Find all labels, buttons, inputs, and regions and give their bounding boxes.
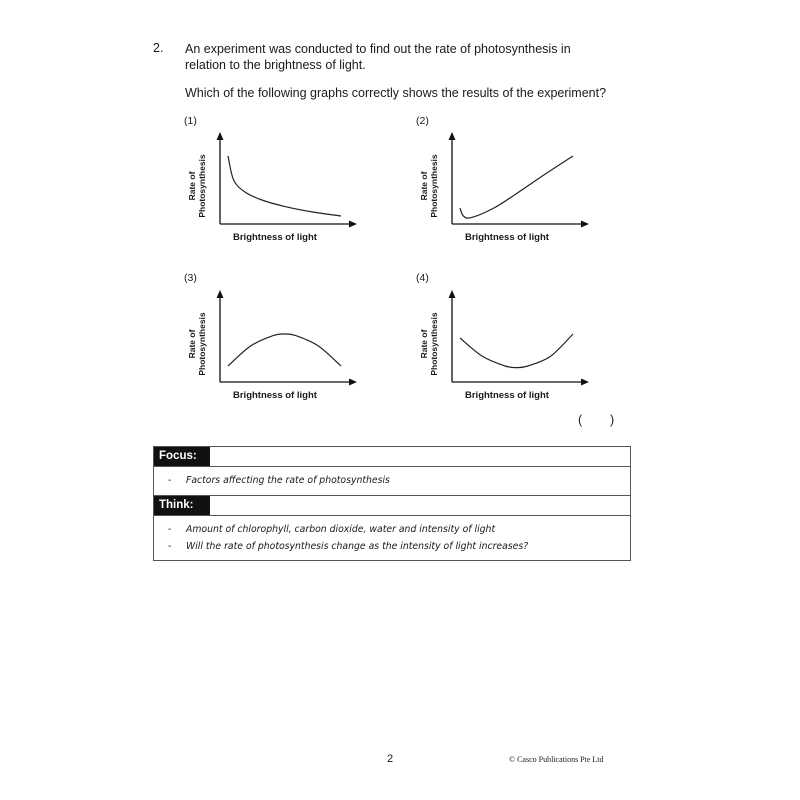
graph-1-label: (1) <box>184 115 197 127</box>
graph-2-ylabel-line-1: Rate of <box>419 171 429 201</box>
copyright-notice: © Casco Publications Pte Ltd <box>509 755 604 764</box>
graph-1-svg <box>180 130 380 270</box>
graph-2-svg <box>412 130 612 270</box>
graph-3-svg <box>180 288 380 428</box>
data-curve <box>460 334 573 368</box>
y-axis-arrow <box>217 290 224 298</box>
graph-3-xlabel: Brightness of light <box>233 390 317 401</box>
x-axis-arrow <box>581 221 589 228</box>
y-axis-arrow <box>217 132 224 140</box>
x-axis-arrow <box>349 221 357 228</box>
graph-4-label: (4) <box>416 272 429 284</box>
data-curve <box>228 156 341 216</box>
answer-bracket[interactable]: ( ) <box>578 413 615 427</box>
graph-3 <box>180 288 380 428</box>
graph-4-ylabel <box>419 294 439 394</box>
y-axis-arrow <box>449 132 456 140</box>
graph-3-ylabel-line-1: Rate of <box>187 329 197 359</box>
y-axis-arrow <box>449 290 456 298</box>
question-prompt: Which of the following graphs correctly shows the results of the experiment? <box>185 86 607 100</box>
focus-header <box>154 447 630 467</box>
graph-4-ylabel-line-1: Rate of <box>419 329 429 359</box>
graph-2-ylabel <box>419 136 439 236</box>
graph-1-ylabel <box>187 136 207 236</box>
focus-item-text: Factors affecting the rate of photosynthesis <box>186 475 390 486</box>
graph-4-ylabel-line-2: Photosynthesis <box>429 312 439 376</box>
graph-4 <box>412 288 615 428</box>
graph-4-xlabel: Brightness of light <box>465 390 549 401</box>
question-text-line-2: relation to the brightness of light. <box>185 58 366 72</box>
graph-4-svg <box>412 288 615 428</box>
x-axis-arrow <box>581 379 589 386</box>
think-item <box>168 524 495 535</box>
hint-box <box>153 446 631 561</box>
think-item-text: Will the rate of photosynthesis change as the intensity of light increases? <box>186 541 529 552</box>
data-curve <box>460 156 573 218</box>
graph-1-xlabel: Brightness of light <box>233 232 317 243</box>
x-axis-arrow <box>349 379 357 386</box>
graph-3-label: (3) <box>184 272 197 284</box>
think-title: Think: <box>154 496 210 515</box>
question-number: 2. <box>153 41 164 55</box>
graph-1-ylabel-line-2: Photosynthesis <box>197 154 207 218</box>
question-text-line-1: An experiment was conducted to find out the rate of photosynthesis in <box>185 42 571 56</box>
think-header <box>154 496 630 516</box>
graph-2 <box>412 130 612 270</box>
think-item-text: Amount of chlorophyll, carbon dioxide, water and intensity of light <box>186 524 496 535</box>
graph-2-ylabel-line-2: Photosynthesis <box>429 154 439 218</box>
bullet-dash: - <box>168 475 172 486</box>
think-item <box>168 541 528 552</box>
data-curve <box>228 334 341 366</box>
graph-2-label: (2) <box>416 115 429 127</box>
page-number: 2 <box>387 753 394 765</box>
graph-3-ylabel <box>187 294 207 394</box>
graph-2-xlabel: Brightness of light <box>465 232 549 243</box>
focus-title: Focus: <box>154 447 210 466</box>
bullet-dash: - <box>168 541 172 552</box>
focus-item <box>168 475 390 486</box>
bullet-dash: - <box>168 524 172 535</box>
graph-1 <box>180 130 380 270</box>
question-text <box>185 41 635 73</box>
graph-1-ylabel-line-1: Rate of <box>187 171 197 201</box>
graph-3-ylabel-line-2: Photosynthesis <box>197 312 207 376</box>
